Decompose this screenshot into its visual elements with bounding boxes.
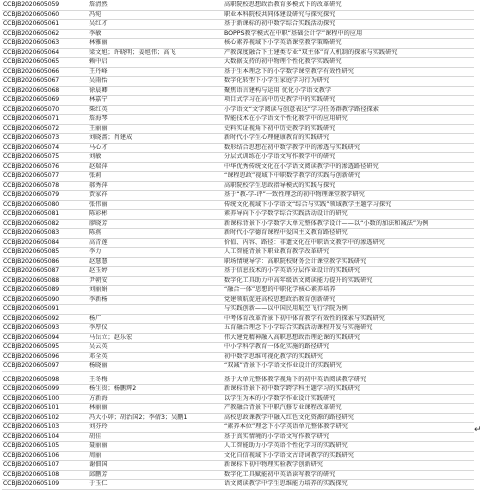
- project-id-cell: CCBJB2020605101: [2, 404, 88, 414]
- project-title-cell: 分层式训练在小学语文写作教学中的研究: [223, 153, 474, 163]
- researcher-cell: 尹朝安: [88, 276, 223, 286]
- project-title-cell: 基于新课标的初中数学综合实践活动探究: [223, 20, 474, 30]
- project-id-cell: CCBJB2020605070: [2, 105, 88, 115]
- researcher-cell: 赵慧慧: [88, 257, 223, 267]
- table-row: [2, 432, 474, 442]
- project-title-cell: “双减”背景下小学语文作业设计的实践研究: [223, 362, 474, 372]
- project-id-cell: CCBJB2020605065: [2, 58, 88, 68]
- project-title-cell: 高职院校学生思政指导模式的实践与探究: [223, 181, 474, 191]
- project-id-cell: CCBJB2020605064: [2, 48, 88, 58]
- project-id-cell: CCBJB2020605097: [2, 362, 88, 372]
- project-id-cell: CCBJB2020605098: [2, 376, 88, 385]
- project-title-cell: 高职院校思想政治教育多模式下的改革研究: [223, 1, 474, 10]
- table-row: [2, 77, 474, 87]
- researcher-cell: 冯大小卯；胡治国2；李倩3；吴鹏1: [88, 413, 223, 423]
- project-id-cell: CCBJB2020605081: [2, 210, 88, 220]
- table-row: [2, 480, 474, 490]
- researcher-cell: 聂丽丽: [88, 442, 223, 452]
- project-title-cell: 新课标背景下初中数学跨学科主题学习的实践研究: [223, 385, 474, 395]
- table-row: [2, 394, 474, 404]
- project-title-cell: 党建领航促进高校思想政治教育创新研究: [223, 295, 474, 305]
- project-id-cell: CCBJB2020605107: [2, 461, 88, 471]
- researcher-cell: 廖晓芳: [88, 219, 223, 229]
- project-title-cell: 核心素养视域下小学英语课堂教学策略研究: [223, 39, 474, 49]
- project-id-cell: CCBJB2020605071: [2, 115, 88, 125]
- researcher-cell: 吴云英: [88, 343, 223, 353]
- project-id-cell: CCBJB2020605102: [2, 413, 88, 423]
- project-id-cell: CCBJB2020605067: [2, 77, 88, 87]
- project-title-cell: 基于大单元整体教学视角下的初中英语阅读教学研究: [223, 376, 474, 385]
- table-row: [2, 48, 474, 58]
- project-title-cell: 产教融合背景下中职汽修专业课程改革研究: [223, 404, 474, 414]
- researcher-cell: 冯宛: [88, 10, 223, 20]
- table-row: [2, 248, 474, 258]
- project-title-cell: 传统文化视域下小学语文“综合与实践”领域教学主题学习探究: [223, 200, 474, 210]
- project-title-cell: 项目式学习在高中历史教学中的实践研究: [223, 96, 474, 106]
- project-title-cell: 大数据支持的初中物理个性化教学实践研究: [223, 58, 474, 68]
- project-title-cell: “课程思政”视域下中职数学教学的实践与创新研究: [223, 172, 474, 182]
- project-id-cell: CCBJB2020605086: [2, 257, 88, 267]
- project-id-cell: CCBJB2020605063: [2, 39, 88, 49]
- table-row: [2, 413, 474, 423]
- table-row: [2, 314, 474, 324]
- table-row: [2, 181, 474, 191]
- project-id-cell: CCBJB2020605073: [2, 134, 88, 144]
- project-title-cell: 五育融合理念下小学综合实践活动课程开发与实施研究: [223, 324, 474, 334]
- researcher-cell: 李力: [88, 248, 223, 258]
- table-row: [2, 343, 474, 353]
- document-table: [2, 1, 474, 490]
- researcher-cell: 高青莲: [88, 238, 223, 248]
- project-id-cell: CCBJB2020605082: [2, 219, 88, 229]
- table-row: [2, 162, 474, 172]
- project-title-cell: “融合一体”思想的中职化学核心素养培养: [223, 286, 474, 296]
- researcher-cell: 于玉仁: [88, 480, 223, 490]
- table-row: [2, 385, 474, 395]
- table-row: [2, 423, 474, 433]
- researcher-cell: 邱鹏芳: [88, 470, 223, 480]
- researcher-cell: 陈彩彬: [88, 210, 223, 220]
- project-title-cell: 基于信息技术的小学英语分层作业设计的实践研究: [223, 267, 474, 277]
- table-row: [2, 451, 474, 461]
- table-row: [2, 442, 474, 452]
- project-id-cell: CCBJB2020605093: [2, 324, 88, 334]
- researcher-cell: 林丽丽: [88, 404, 223, 414]
- project-id-cell: CCBJB2020605106: [2, 451, 88, 461]
- researcher-cell: 赵瑞萍: [88, 162, 223, 172]
- table-row: [2, 305, 474, 315]
- project-title-cell: 新课标下初中物理实验教学创新研究: [223, 461, 474, 471]
- project-title-cell: 基于生本理念下的小学数学课堂教学有效性研究: [223, 67, 474, 77]
- project-id-cell: CCBJB2020605083: [2, 229, 88, 239]
- researcher-cell: 周丽: [88, 451, 223, 461]
- table-row: [2, 105, 474, 115]
- table-row: [2, 257, 474, 267]
- project-id-cell: CCBJB2020605080: [2, 200, 88, 210]
- project-id-cell: CCBJB2020605062: [2, 29, 88, 39]
- project-title-cell: 与实践创新——以中国民用航空飞行学院为例: [223, 305, 474, 315]
- project-id-cell: CCBJB2020605105: [2, 442, 88, 452]
- researcher-cell: 赖中启: [88, 58, 223, 68]
- table-row: [2, 86, 474, 96]
- project-id-cell: CCBJB2020605091: [2, 305, 88, 315]
- table-row: [2, 20, 474, 30]
- project-title-cell: 中考体育改革背景下初中体育教学有效性的探索与实践研究: [223, 314, 474, 324]
- researcher-cell: 郝秀萍: [88, 181, 223, 191]
- table-row: [2, 229, 474, 239]
- project-title-cell: 中小学科学教育一体化实施的路径研究: [223, 343, 474, 353]
- project-title-cell: 高校思政课教学中融入红色文化资源的路径研究: [223, 413, 474, 423]
- table-row: [2, 172, 474, 182]
- researcher-cell: 张伟丽: [88, 200, 223, 210]
- table-row: [2, 210, 474, 220]
- table-row: [2, 58, 474, 68]
- researcher-cell: 刘晓蔷；肖建成: [88, 134, 223, 144]
- table-row: [2, 324, 474, 334]
- project-title-cell: 初中数学思维可视化教学的实践研究: [223, 352, 474, 362]
- researcher-cell: 马岳立；赵乐宏: [88, 333, 223, 343]
- researcher-cell: 王冬梅: [88, 376, 223, 385]
- table-row: [2, 470, 474, 480]
- table-row: [2, 10, 474, 20]
- researcher-cell: 刘芬玲: [88, 423, 223, 433]
- project-title-cell: 新时代小学生心理健康教育的实践研究: [223, 134, 474, 144]
- project-title-cell: 聚焦语言建构与运用 优化小学语文教学: [223, 86, 474, 96]
- table-row: [2, 1, 474, 10]
- table-row: [2, 238, 474, 248]
- table-row: [2, 134, 474, 144]
- project-title-cell: 职业本科院校共同体建设研究与探究探究: [223, 10, 474, 20]
- researcher-cell: 詹清然: [88, 1, 223, 10]
- table-row: [2, 124, 474, 134]
- project-title-cell: 人工智能背景下职业教育教学改革研究: [223, 248, 474, 258]
- project-id-cell: CCBJB2020605099: [2, 385, 88, 395]
- project-id-cell: CCBJB2020605089: [2, 286, 88, 296]
- researcher-cell: 刘丽娟: [88, 286, 223, 296]
- table-row: [2, 461, 474, 471]
- researcher-cell: 陈燕: [88, 229, 223, 239]
- table-row: [2, 96, 474, 106]
- project-title-cell: BOPPS教学模式在中职“基础会计学”课程中的应用: [223, 29, 474, 39]
- researcher-cell: 王丹峰: [88, 67, 223, 77]
- table-row: [2, 286, 474, 296]
- project-id-cell: CCBJB2020605066: [2, 67, 88, 77]
- researcher-cell: 柴红英: [88, 105, 223, 115]
- researcher-cell: [88, 305, 223, 315]
- table-row: [2, 67, 474, 77]
- table-body: [2, 1, 474, 489]
- project-id-cell: CCBJB2020605095: [2, 343, 88, 353]
- project-id-cell: CCBJB2020605076: [2, 162, 88, 172]
- project-id-cell: CCBJB2020605068: [2, 86, 88, 96]
- paragraph-mark-icon: ↵: [474, 425, 482, 435]
- table-row: [2, 143, 474, 153]
- table-row: [2, 200, 474, 210]
- researcher-cell: 胡佳: [88, 432, 223, 442]
- project-id-cell: CCBJB2020605088: [2, 276, 88, 286]
- researcher-cell: 马心才: [88, 143, 223, 153]
- project-id-cell: CCBJB2020605059: [2, 1, 88, 10]
- table-row: [2, 333, 474, 343]
- project-title-cell: 新课标背景下小学数学大单元整体教学设计——以“小数的加法和减法”为例: [223, 219, 474, 229]
- table-row: [2, 404, 474, 414]
- researcher-cell: 林嘉宁: [88, 96, 223, 106]
- researcher-cell: 贾家祥: [88, 191, 223, 201]
- project-title-cell: 智能技术在小学语文个性化教学中的应用研究: [223, 115, 474, 125]
- project-title-cell: 基于“教-学-评”一致性理念的初中物理课堂教学研究: [223, 191, 474, 201]
- researcher-cell: 李敏: [88, 29, 223, 39]
- project-title-cell: 职场情境导学：高职院校财务会计课堂教学实践研究: [223, 257, 474, 267]
- table-row: [2, 276, 474, 286]
- table-row: [2, 295, 474, 305]
- researcher-cell: 徐晨卿: [88, 86, 223, 96]
- researcher-cell: 林雅丽: [88, 39, 223, 49]
- project-id-cell: CCBJB2020605072: [2, 124, 88, 134]
- table-row: [2, 29, 474, 39]
- project-id-cell: CCBJB2020605100: [2, 394, 88, 404]
- project-id-cell: CCBJB2020605075: [2, 153, 88, 163]
- researcher-cell: 吴雨怡: [88, 77, 223, 87]
- project-id-cell: CCBJB2020605109: [2, 480, 88, 490]
- table-row: [2, 219, 474, 229]
- researcher-cell: 梁文旭；许晓明；姜旭伟；高飞: [88, 48, 223, 58]
- researcher-cell: 邓全英: [88, 352, 223, 362]
- project-title-cell: 基于真实情境的小学语文写作教学研究: [223, 432, 474, 442]
- project-title-cell: 数字化工具助力中高年级语文阅读能力提升的实践研究: [223, 276, 474, 286]
- researcher-cell: 张莉: [88, 172, 223, 182]
- table-row: [2, 267, 474, 277]
- project-id-cell: CCBJB2020605090: [2, 295, 88, 305]
- researcher-cell: 李新杨: [88, 295, 223, 305]
- project-title-cell: 素养导向下小学数学综合实践活动设计的研究: [223, 210, 474, 220]
- researcher-cell: 方新海: [88, 394, 223, 404]
- table-row: [2, 376, 474, 385]
- researcher-cell: 王丽丽: [88, 124, 223, 134]
- project-id-cell: CCBJB2020605077: [2, 172, 88, 182]
- researcher-cell: 李厚仪: [88, 324, 223, 334]
- project-title-cell: 新时代小学德育课程中爱国主义教育路径研究: [223, 229, 474, 239]
- table-row: [2, 352, 474, 362]
- project-title-cell: 数字化转型下小学生家庭学习行为研究: [223, 77, 474, 87]
- project-id-cell: CCBJB2020605087: [2, 267, 88, 277]
- project-id-cell: CCBJB2020605078: [2, 181, 88, 191]
- researcher-cell: 杨广: [88, 314, 223, 324]
- project-title-cell: 中华优秀传统文化在小学语文阅读教学中的渗透路径研究: [223, 162, 474, 172]
- researcher-cell: 刘敏: [88, 153, 223, 163]
- project-title-cell: 人工智能助力小学英语个性化学习的实践研究: [223, 442, 474, 452]
- researcher-cell: 杨晓丽: [88, 362, 223, 372]
- project-title-cell: 伟大建党精神融入高职思想政治理论课的实践研究: [223, 333, 474, 343]
- project-title-cell: “素养本位”理念下小学英语单元整体教学研究: [223, 423, 474, 433]
- project-title-cell: 语文阅读教学中学生思维能力培养的实践探究: [223, 480, 474, 490]
- table-row: [2, 153, 474, 163]
- researcher-cell: 杨生贵；杨鹏辉2: [88, 385, 223, 395]
- table-row: [2, 39, 474, 49]
- project-id-cell: CCBJB2020605079: [2, 191, 88, 201]
- project-title-cell: 产教深度融合下土建类专业“双主体”育人机制的探索与实践研究: [223, 48, 474, 58]
- project-id-cell: CCBJB2020605092: [2, 314, 88, 324]
- project-title-cell: 数字化工具赋能初中英语读写教学的研究: [223, 470, 474, 480]
- table-row: [2, 115, 474, 125]
- researcher-cell: 詹海琴: [88, 115, 223, 125]
- researcher-cell: 谢佃国: [88, 461, 223, 471]
- project-id-cell: CCBJB2020605104: [2, 432, 88, 442]
- project-id-cell: CCBJB2020605094: [2, 333, 88, 343]
- project-id-cell: CCBJB2020605085: [2, 248, 88, 258]
- project-id-cell: CCBJB2020605096: [2, 352, 88, 362]
- project-id-cell: CCBJB2020605074: [2, 143, 88, 153]
- researcher-cell: 赵玉婷: [88, 267, 223, 277]
- project-title-cell: 史料实证视角下初中历史教学的实践研究: [223, 124, 474, 134]
- project-id-cell: CCBJB2020605103: [2, 423, 88, 433]
- table-row: [2, 191, 474, 201]
- project-id-cell: CCBJB2020605084: [2, 238, 88, 248]
- researcher-cell: 吴红才: [88, 20, 223, 30]
- project-title-cell: 价值、内容、路径：非遗文化在中职语文教学中的渗透研究: [223, 238, 474, 248]
- table-row: [2, 362, 474, 372]
- project-id-cell: CCBJB2020605060: [2, 10, 88, 20]
- project-id-cell: CCBJB2020605069: [2, 96, 88, 106]
- project-title-cell: 以学生为本的小学数学作业设计实践研究: [223, 394, 474, 404]
- project-title-cell: 数形结合思想在初中数学教学中的渗透与实践研究: [223, 143, 474, 153]
- project-title-cell: 小学语文“文学阅读与创意表达”学习任务群教学路径探索: [223, 105, 474, 115]
- project-id-cell: CCBJB2020605108: [2, 470, 88, 480]
- project-id-cell: CCBJB2020605061: [2, 20, 88, 30]
- project-title-cell: 文化自信视域下小学语文古诗词教学的实践研究: [223, 451, 474, 461]
